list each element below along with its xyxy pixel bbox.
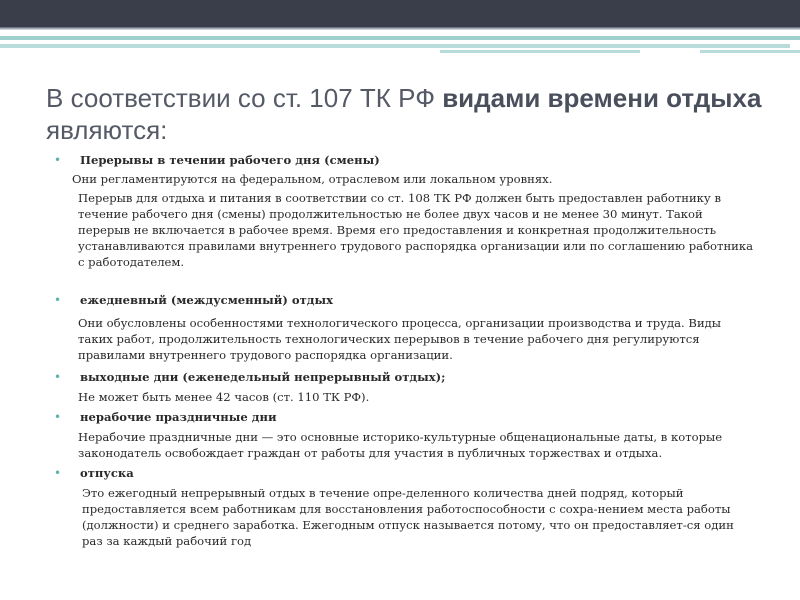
title-regular: В соответствии со ст. 107 ТК РФ [46,83,443,113]
decorative-stripe [0,44,790,48]
item-heading: Перерывы в течении рабочего дня (смены) [80,153,380,167]
slide-title [46,82,766,146]
item-paragraph: Нерабочие праздничные дни — это основные историко-культурные общенациональные даты, в которые законодатель освобождает граждан от работы для участия в публичных торжествах и отдыха. [78,430,723,460]
item-heading: выходные дни (еженедельный непрерывный отдых); [80,370,446,384]
list-item [54,152,754,168]
title-bold: видами времени отдыха [442,83,762,113]
decorative-stripe [700,50,800,53]
decorative-stripe [0,36,800,40]
top-bar-shadow [0,27,800,30]
bullet-icon: • [54,466,62,480]
title-line2: являются: [46,115,168,145]
item-paragraph: Они обусловлены особенностями технологического процесса, организации производства и труда. Виды таких работ, продолжительность технологических перерывов в течение рабочего дня регулируются правилами внутреннего трудового распорядка организации. [78,316,722,362]
slide-content [54,152,754,549]
top-dark-bar [0,0,800,27]
list-item [54,369,754,385]
decorative-stripe [440,50,640,53]
bullet-icon: • [54,370,62,384]
item-paragraph: Это ежегодный непрерывный отдых в течение опре-деленного количества дней подряд, который предоставляется всем работникам для восстановления работоспособности с сохра-нением места работы (должности) и среднего заработка. Ежегодным отпуск называется потому, что он предоставляет-ся один раз за каждый рабочий год [82,486,734,548]
bullet-icon: • [54,153,62,167]
item-heading: нерабочие праздничные дни [80,410,277,424]
bullet-icon: • [54,293,62,307]
list-item [54,409,754,425]
spacer [54,270,754,292]
bullet-icon: • [54,410,62,424]
item-paragraph: Перерыв для отдыха и питания в соответствии со ст. 108 ТК РФ должен быть предоставлен работнику в течение рабочего дня (смены) продолжительностью не более двух часов и не менее 30 минут. Такой перерыв не включается в рабочее время. Время его предоставления и конкретная продолжительность устанавливаются правилами внутреннего трудового распорядка организации или по соглашению работника с работодателем. [78,191,754,269]
list-item [54,465,754,481]
list-item [54,292,754,308]
item-heading: отпуска [80,466,134,480]
item-paragraph: Они регламентируются на федеральном, отраслевом или локальном уровнях. [72,172,553,186]
item-paragraph: Не может быть менее 42 часов (ст. 110 ТК РФ). [78,390,370,404]
item-heading: ежедневный (междусменный) отдых [80,293,334,307]
